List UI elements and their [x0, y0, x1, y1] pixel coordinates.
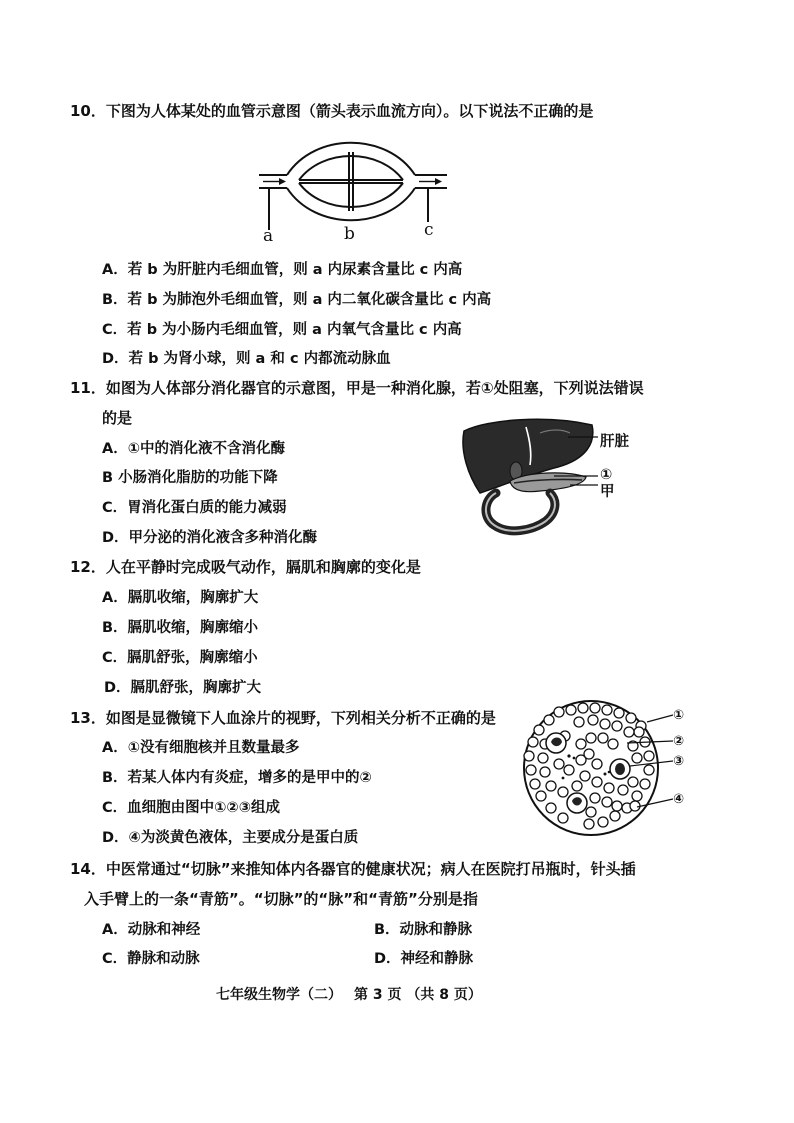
- red-blood-cell: [586, 733, 596, 743]
- q13-option-d: D．④为淡黄色液体，主要成分是蛋白质: [102, 830, 359, 846]
- red-blood-cell: [528, 737, 538, 747]
- smear-label-3: ③: [673, 754, 685, 769]
- red-blood-cell: [602, 705, 612, 715]
- q14-stem-line2: 入手臂上的一条“青筋”。“切脉”的“脉”和“青筋”分别是指: [84, 890, 478, 908]
- red-blood-cell: [630, 801, 640, 811]
- q12-option-a: A．膈肌收缩，胸廓扩大: [102, 590, 259, 606]
- q12-text: 人在平静时完成吸气动作，膈肌和胸廓的变化是: [105, 558, 421, 576]
- vessel-label-b: b: [344, 224, 355, 244]
- red-blood-cell: [538, 753, 548, 763]
- red-blood-cell: [588, 715, 598, 725]
- q11-text-1: 如图为人体部分消化器官的示意图，甲是一种消化腺，若①处阻塞，下列说法错误: [105, 379, 644, 397]
- q11-option-c: C．胃消化蛋白质的能力减弱: [102, 500, 287, 516]
- q11-option-d: D．甲分泌的消化液含多种消化酶: [102, 530, 318, 546]
- red-blood-cell: [604, 783, 614, 793]
- red-blood-cell: [584, 819, 594, 829]
- red-blood-cell: [640, 779, 650, 789]
- q12-option-b: B．膈肌收缩，胸廓缩小: [102, 620, 259, 636]
- smear-label-4: ④: [673, 792, 685, 807]
- red-blood-cell: [632, 753, 642, 763]
- red-blood-cell: [554, 707, 564, 717]
- red-blood-cell: [536, 791, 546, 801]
- red-blood-cell: [592, 777, 602, 787]
- q11-stem-line1: [70, 377, 644, 398]
- red-blood-cell: [530, 779, 540, 789]
- red-blood-cell: [628, 777, 638, 787]
- red-blood-cell: [612, 721, 622, 731]
- smear-label-1: ①: [673, 708, 685, 723]
- white-blood-cell: [567, 793, 587, 813]
- red-blood-cell: [632, 791, 642, 801]
- q11-number: 11．: [70, 379, 106, 397]
- q12-stem: [70, 556, 421, 577]
- red-blood-cell: [580, 771, 590, 781]
- red-blood-cell: [554, 759, 564, 769]
- label-jia: 甲: [600, 484, 615, 500]
- digestive-organs-diagram: [458, 413, 598, 538]
- red-blood-cell: [624, 727, 634, 737]
- red-blood-cell: [564, 765, 574, 775]
- vessel-label-c: c: [424, 220, 434, 240]
- red-blood-cell: [612, 801, 622, 811]
- q12-option-c: C．膈肌舒张，胸廓缩小: [102, 650, 258, 666]
- red-blood-cell: [578, 703, 588, 713]
- q13-stem: [70, 707, 496, 728]
- q13-option-a: A．①没有细胞核并且数量最多: [102, 740, 300, 756]
- flow-arrow-in-icon: [263, 178, 286, 185]
- q14-option-b: B．动脉和静脉: [374, 922, 473, 938]
- red-blood-cell: [576, 739, 586, 749]
- red-blood-cell: [598, 817, 608, 827]
- q11-stem-line2: 的是: [102, 409, 133, 427]
- q12-number: 12．: [70, 558, 106, 576]
- duodenum-shape: [486, 493, 555, 531]
- q14-option-a: A．动脉和神经: [102, 922, 201, 938]
- red-blood-cell: [626, 713, 636, 723]
- red-blood-cell: [546, 781, 556, 791]
- q13-text: 如图是显微镜下人血涂片的视野，下列相关分析不正确的是: [105, 709, 496, 727]
- q14-option-d: D．神经和静脉: [374, 951, 474, 967]
- q12-option-d: D．膈肌舒张，胸廓扩大: [104, 680, 262, 696]
- red-blood-cell: [584, 749, 594, 759]
- red-blood-cell: [602, 797, 612, 807]
- red-blood-cell: [558, 813, 568, 823]
- red-blood-cell: [614, 708, 624, 718]
- red-blood-cell: [534, 725, 544, 735]
- red-blood-cell: [586, 807, 596, 817]
- q13-option-b: B．若某人体内有炎症，增多的是甲中的②: [102, 770, 372, 786]
- q10-option-c: C．若 b 为小肠内毛细血管，则 a 内氧气含量比 c 内高: [102, 322, 462, 338]
- footer-page: 第 3 页 （共 8 页）: [354, 987, 482, 1003]
- q10-option-b: B．若 b 为肺泡外毛细血管，则 a 内二氧化碳含量比 c 内高: [102, 292, 492, 308]
- red-blood-cell: [618, 785, 628, 795]
- white-blood-cell: [610, 759, 630, 779]
- red-blood-cell: [590, 793, 600, 803]
- flow-arrow-out-icon: [419, 178, 442, 185]
- label-liver: 肝脏: [600, 434, 629, 450]
- q11-option-a: A．①中的消化液不含消化酶: [102, 441, 285, 457]
- red-blood-cell: [526, 765, 536, 775]
- q14-option-c: C．静脉和动脉: [102, 951, 200, 967]
- red-blood-cell: [566, 705, 576, 715]
- q10-text: 下图为人体某处的血管示意图（箭头表示血流方向）。以下说法不正确的是: [105, 102, 594, 120]
- red-blood-cell: [524, 751, 534, 761]
- red-blood-cell: [540, 767, 550, 777]
- red-blood-cell: [590, 703, 600, 713]
- q11-option-b: B 小肠消化脂肪的功能下降: [102, 470, 278, 486]
- q13-number: 13．: [70, 709, 106, 727]
- red-blood-cell: [592, 759, 602, 769]
- label-duct-1: ①: [600, 467, 613, 483]
- red-blood-cell: [574, 717, 584, 727]
- red-blood-cell: [546, 803, 556, 813]
- q14-number: 14．: [70, 860, 106, 878]
- vessel-label-a: a: [263, 226, 274, 246]
- red-blood-cell: [600, 719, 610, 729]
- q10-number: 10．: [70, 102, 106, 120]
- red-blood-cell: [644, 751, 654, 761]
- q10-option-a: A．若 b 为肝脏内毛细血管，则 a 内尿素含量比 c 内高: [102, 262, 463, 278]
- smear-label-2: ②: [673, 734, 685, 749]
- q13-option-c: C．血细胞由图中①②③组成: [102, 800, 280, 816]
- white-blood-cell: [546, 733, 566, 753]
- footer-subject: 七年级生物学（二）: [216, 987, 342, 1003]
- red-blood-cell: [634, 727, 644, 737]
- red-blood-cell: [598, 733, 608, 743]
- red-blood-cell: [610, 811, 620, 821]
- q14-text-1: 中医常通过“切脉”来推知体内各器官的健康状况；病人在医院打吊瓶时，针头插: [105, 860, 636, 878]
- red-blood-cell: [644, 765, 654, 775]
- red-blood-cell: [608, 739, 618, 749]
- q10-option-d: D．若 b 为肾小球，则 a 和 c 内都流动脉血: [102, 351, 391, 367]
- red-blood-cell: [572, 781, 582, 791]
- red-blood-cell: [544, 715, 554, 725]
- red-blood-cell: [558, 787, 568, 797]
- q10-stem: [70, 100, 593, 121]
- q14-stem-line1: [70, 858, 636, 879]
